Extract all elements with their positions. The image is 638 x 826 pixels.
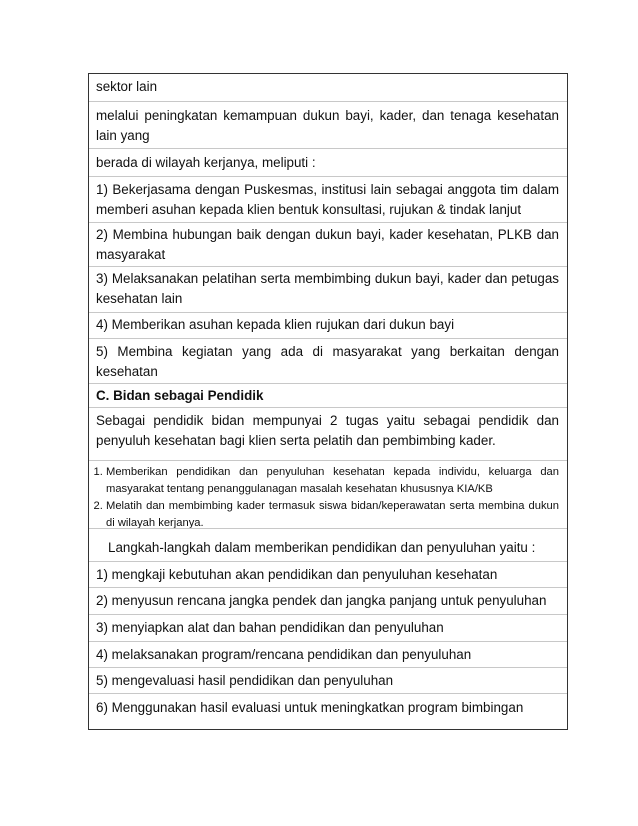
paragraph: 5) mengevaluasi hasil pendidikan dan penyuluhan	[96, 673, 394, 688]
list-item: 1. Memberikan pendidikan dan penyuluhan kesehatan kepada individu, keluarga dan masyarakat tentang penanggulanagan masalah kesehatan khususnya KIA/KB	[106, 464, 559, 498]
text-row	[89, 266, 567, 312]
paragraph: 1) Bekerjasama dengan Puskesmas, institusi lain sebagai anggota tim dalam memberi asuhan kepada klien bentuk konsultasi, rujukan & tindak lanjut	[96, 182, 559, 217]
paragraph: 2) menyusun rencana jangka pendek dan jangka panjang untuk penyuluhan	[96, 593, 547, 608]
section-heading: C. Bidan sebagai Pendidik	[96, 388, 264, 403]
document-table	[88, 73, 568, 730]
text-row	[89, 561, 567, 587]
numbered-list	[89, 464, 559, 532]
paragraph: berada di wilayah kerjanya, meliputi :	[96, 155, 316, 170]
text-row	[89, 587, 567, 614]
paragraph: 2) Membina hubungan baik dengan dukun bayi, kader kesehatan, PLKB dan masyarakat	[96, 227, 559, 262]
text-row	[89, 641, 567, 667]
text-row	[89, 77, 567, 101]
paragraph: 3) menyiapkan alat dan bahan pendidikan dan penyuluhan	[96, 620, 444, 635]
paragraph: sektor lain	[96, 79, 158, 94]
text-row	[89, 407, 567, 460]
text-row	[89, 312, 567, 338]
list-item: 2. Melatih dan membimbing kader termasuk siswa bidan/keperawatan serta membina dukun di wilayah kerjanya.	[106, 498, 559, 532]
paragraph: Langkah-langkah dalam memberikan pendidikan dan penyuluhan yaitu :	[108, 540, 536, 555]
paragraph: 4) melaksanakan program/rencana pendidikan dan penyuluhan	[96, 647, 472, 662]
text-row	[89, 222, 567, 266]
paragraph: 1) mengkaji kebutuhan akan pendidikan dan penyuluhan kesehatan	[96, 567, 498, 582]
text-row	[89, 148, 567, 176]
text-row	[89, 614, 567, 641]
paragraph: 4) Memberikan asuhan kepada klien rujukan dari dukun bayi	[96, 317, 455, 332]
text-row	[89, 338, 567, 383]
text-row	[89, 101, 567, 148]
text-row	[89, 693, 567, 728]
paragraph: 5) Membina kegiatan yang ada di masyarakat yang berkaitan dengan kesehatan	[96, 344, 559, 379]
section-heading-row	[89, 383, 567, 407]
text-row	[89, 667, 567, 693]
text-row	[89, 176, 567, 222]
paragraph: 3) Melaksanakan pelatihan serta membimbing dukun bayi, kader dan petugas kesehatan lain	[96, 271, 559, 306]
text-row	[89, 528, 567, 561]
paragraph: melalui peningkatan kemampuan dukun bayi, kader, dan tenaga kesehatan lain yang	[96, 108, 559, 143]
paragraph: Sebagai pendidik bidan mempunyai 2 tugas yaitu sebagai pendidik dan penyuluh kesehatan bagi klien serta pelatih dan pembimbing kader.	[96, 413, 559, 448]
paragraph: 6) Menggunakan hasil evaluasi untuk meningkatkan program bimbingan	[96, 700, 524, 715]
numbered-list-row	[89, 460, 567, 528]
